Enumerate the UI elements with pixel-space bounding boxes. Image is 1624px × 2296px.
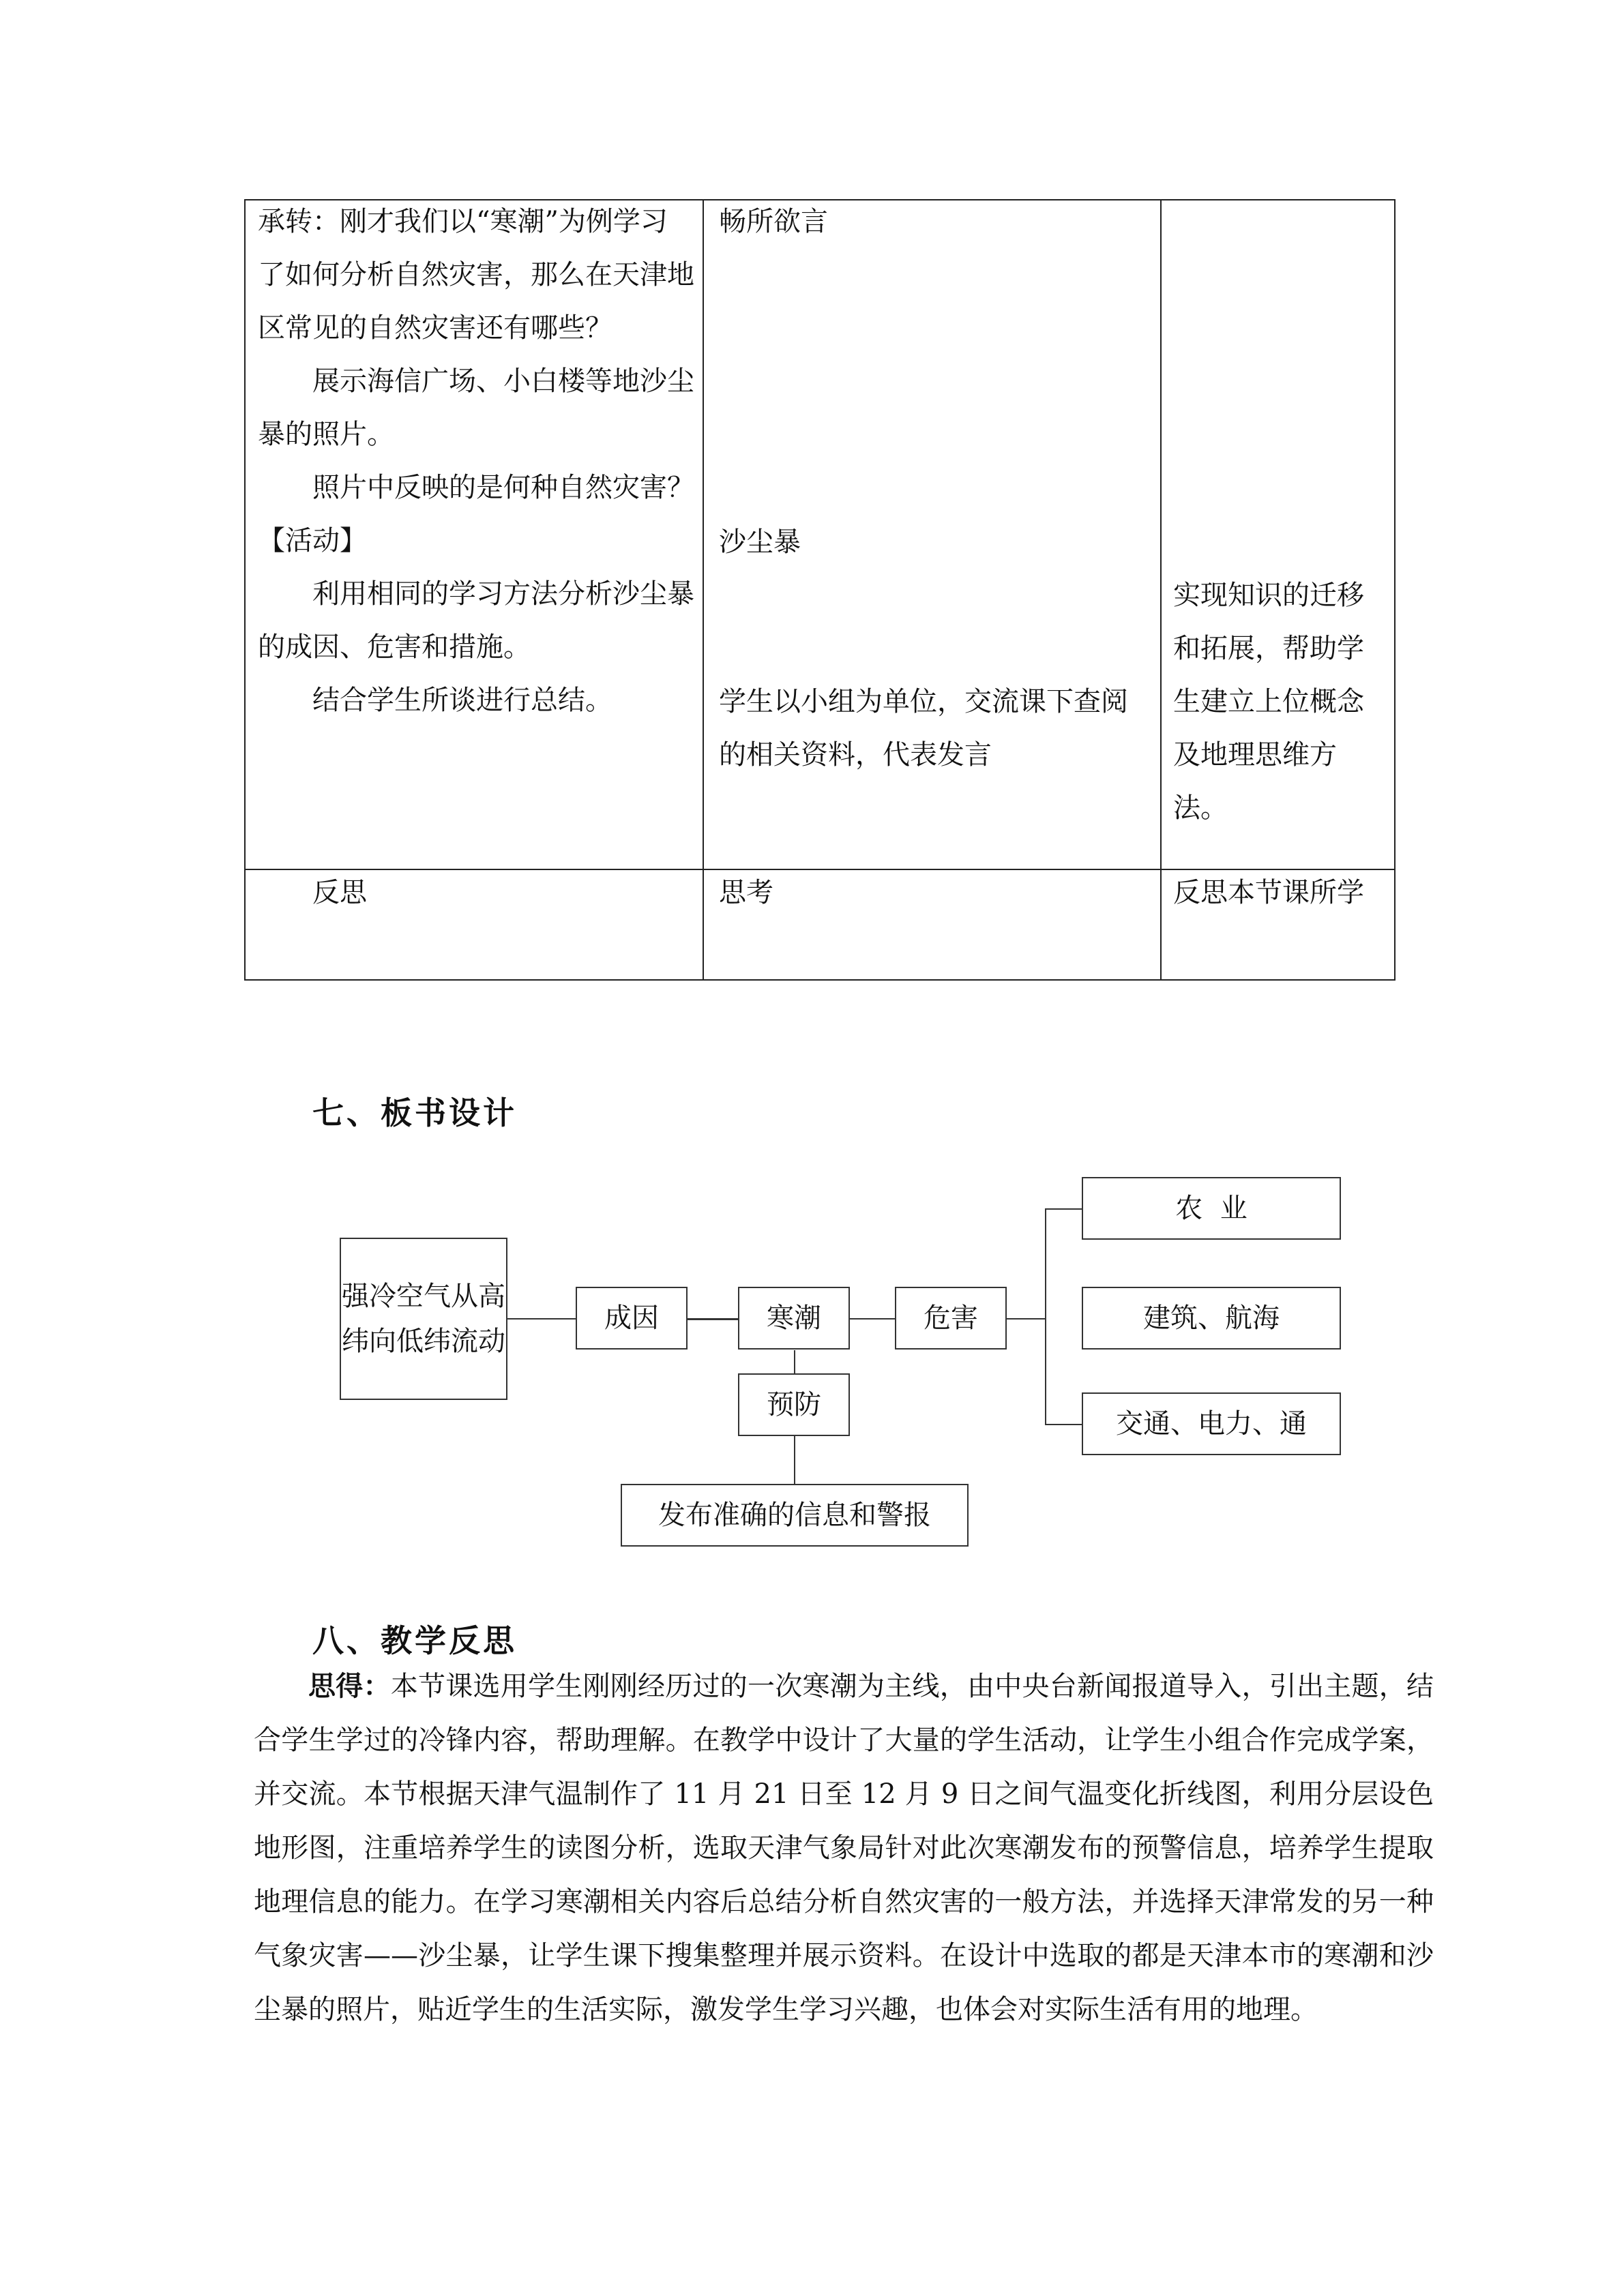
row1-student-answer (719, 516, 1149, 569)
harm-agriculture-box: 农 业 (1082, 1177, 1341, 1240)
reflection-text: 本节课选用学生刚刚经历过的一次寒潮为主线，由中央台新闻报道导入，引出主题，结合学生学过的冷锋内容，帮助理解。在教学中设计了大量的学生活动，让学生小组合作完成学案，并交流。本节根据天津气温制作了 11 月 21 日至 12 月 9 日之间气温变化折线图，利用分层设色地形图，注重培养学生的读图分析，选取天津气象局针对此次寒潮发布的预警信息，培养学生提取地理信息的能力。在学习寒潮相关内容后总结分析自然灾害的一般方法，并选择天津常发的另一种气象灾害——沙尘暴，让学生课下搜集整理并展示资料。在设计中选取的都是天津本市的寒潮和沙尘暴的照片，贴近学生的生活实际，激发学生学习兴趣，也体会对实际生活有用的地理。 (254, 1671, 1434, 2025)
connector-harm-branch (1007, 1318, 1046, 1320)
teacher-show-photos-text: 展示海信广场、小白楼等地沙尘暴的照片。 (258, 366, 694, 450)
row2-student (719, 866, 1149, 919)
row1-design-intent (1173, 569, 1378, 835)
cold-air-source-box: 强冷空气从高纬向低纬流动 (340, 1238, 507, 1400)
student-free-talk-text: 畅所欲言 (719, 206, 828, 237)
teaching-reflection (254, 1659, 1434, 2037)
connector-branch-1 (1045, 1208, 1082, 1210)
cause-box: 成因 (576, 1287, 688, 1350)
teacher-summary-text: 结合学生所谈进行总结。 (312, 685, 612, 716)
connector-center-prevention (794, 1350, 795, 1373)
teacher-transition-text: 承转：刚才我们以“寒潮”为例学习了如何分析自然灾害，那么在天津地区常见的自然灾害还有哪些？ (258, 206, 694, 344)
table-border-left (244, 199, 246, 981)
connector-center-harm (850, 1318, 895, 1320)
teacher-activity-text: 利用相同的学习方法分析沙尘暴的成因、危害和措施。 (258, 578, 694, 663)
connector-source-cause (507, 1318, 576, 1320)
activity-label: 【活动】 (258, 525, 367, 556)
harm-box: 危害 (895, 1287, 1007, 1350)
table-border-right (1394, 199, 1396, 981)
harm-transport-box: 交通、电力、通 (1082, 1392, 1341, 1455)
prevention-box: 预防 (738, 1373, 850, 1436)
student-answer-text: 沙尘暴 (719, 526, 801, 558)
reflection-paragraph (254, 1659, 1434, 2037)
teacher-question-text: 照片中反映的是何种自然灾害？ (312, 472, 694, 503)
harm-construction-box: 建筑、航海 (1082, 1287, 1341, 1350)
row1-teacher-activity (258, 195, 694, 727)
table-col-divider-2 (1160, 199, 1162, 981)
row2-teacher-text: 反思 (312, 877, 367, 908)
section7-title: 七、板书设计 (312, 1094, 517, 1131)
student-group-text: 学生以小组为单位，交流课下查阅的相关资料，代表发言 (719, 686, 1128, 771)
row1-student-free-talk (719, 195, 1149, 248)
row2-intent-text: 反思本节课所学 (1173, 877, 1364, 908)
cold-wave-box: 寒潮 (738, 1287, 850, 1350)
design-intent-text: 实现知识的迁移和拓展，帮助学生建立上位概念及地理思维方法。 (1173, 580, 1364, 824)
warning-release-box: 发布准确的信息和警报 (621, 1484, 969, 1547)
row2-intent (1173, 866, 1378, 919)
row2-teacher (258, 866, 694, 919)
connector-branch-3 (1045, 1424, 1082, 1425)
lesson-table (244, 199, 1396, 981)
row2-student-text: 思考 (719, 877, 773, 908)
section8-title: 八、教学反思 (312, 1622, 517, 1659)
connector-prevention-action (794, 1436, 795, 1484)
connector-branch-vertical (1045, 1208, 1046, 1425)
row1-student-group (719, 675, 1149, 781)
table-col-divider-1 (703, 199, 704, 981)
table-border-bottom (244, 979, 1396, 981)
connector-cause-center (688, 1318, 738, 1320)
reflection-label: 思得： (308, 1670, 391, 1702)
